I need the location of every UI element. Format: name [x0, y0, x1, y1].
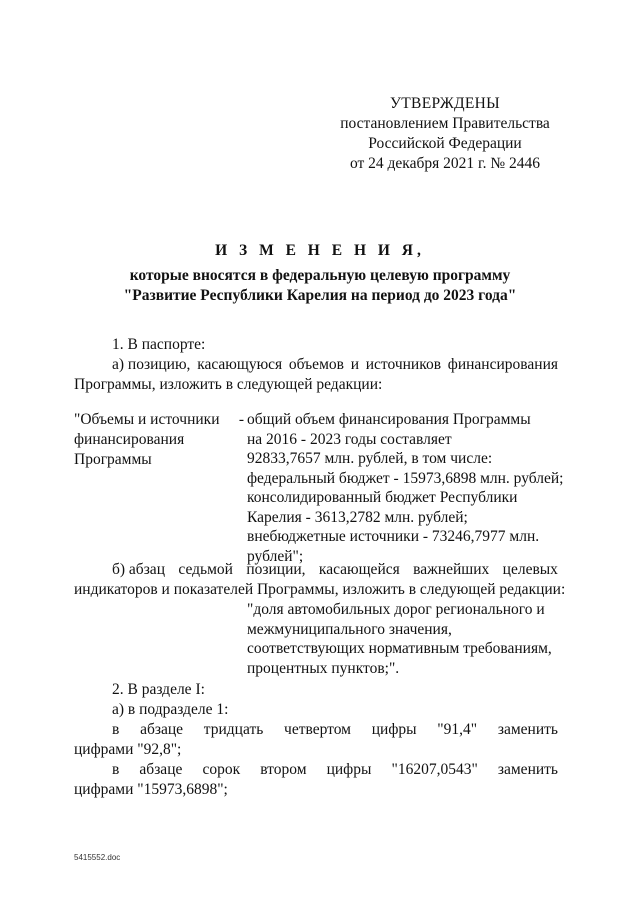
item-2-heading: 2. В разделе I: [112, 681, 205, 698]
item-2a-para-1-line-1 [112, 720, 558, 740]
passport-position-text [247, 410, 564, 566]
passport-text-line: общий объем финансирования Программы [247, 411, 531, 428]
passport-label-line-2: финансирования [74, 431, 185, 448]
item-2a-heading: а) в подразделе 1: [112, 701, 229, 718]
word: абзаце [139, 761, 183, 778]
word: финансирования [447, 356, 558, 373]
passport-label-line-1: "Объемы и источники [74, 411, 220, 428]
word: а) позицию, [112, 356, 191, 373]
passport-text-line: федеральный бюджет - 15973,6898 млн. рублей; [247, 469, 564, 487]
passport-text-line: внебюджетные источники - 73246,7977 млн. [247, 528, 540, 545]
word: объемов [288, 356, 344, 373]
word: б) абзац [112, 561, 165, 578]
approval-line-3: от 24 декабря 2021 г. № 2446 [349, 155, 541, 172]
word: в [112, 761, 120, 778]
word: "16207,0543" [391, 761, 478, 778]
approval-stamp [330, 94, 560, 174]
passport-text-line: консолидированный бюджет Республики [247, 489, 518, 506]
word: и [350, 356, 359, 373]
word: целевых [502, 561, 558, 578]
word: касающуюся [197, 356, 283, 373]
passport-text-line: на 2016 - 2023 годы составляет [247, 430, 452, 448]
document-title: И З М Е Н Е Н И Я, [215, 242, 425, 259]
word: в [112, 721, 120, 738]
item-2a-para-1-line-2: цифрами "92,8"; [74, 741, 182, 758]
subtitle-line-1: которые вносятся в федеральную целевую программу [129, 267, 511, 284]
item-1b-line-1 [112, 560, 558, 580]
item-1b-line-2: индикаторов и показателей Программы, изложить в следующей редакции: [74, 581, 566, 598]
word: тридцать [203, 721, 264, 738]
word: цифры [326, 761, 372, 778]
item-2a-para-2-line-2: цифрами "15973,6898"; [74, 781, 228, 798]
word: касающейся [318, 561, 400, 578]
item-1-heading: 1. В паспорте: [112, 336, 206, 353]
subtitle-line-2: "Развитие Республики Карелия на период до 2023 года" [123, 287, 517, 304]
quote-line: соответствующих нормативным требованиям, [247, 640, 552, 657]
word: цифры [371, 721, 417, 738]
word: позиции, [246, 561, 306, 578]
word: "91,4" [437, 721, 478, 738]
word: источников [365, 356, 442, 373]
word: заменить [497, 761, 558, 778]
approval-line-1: постановлением Правительства [340, 115, 550, 132]
item-1a-line-1 [112, 355, 558, 375]
approved-heading: УТВЕРЖДЕНЫ [390, 95, 500, 112]
document-subtitle [0, 266, 640, 306]
passport-text-line: рублей"; [247, 547, 304, 565]
indicator-quote [247, 600, 567, 678]
quote-line: межмуниципального значения, [247, 620, 452, 638]
passport-label-line-3: Программы [74, 451, 152, 468]
word: четвертом [284, 721, 351, 738]
quote-line: "доля автомобильных дорог регионального и [247, 601, 545, 618]
passport-text-line: Карелия - 3613,2782 млн. рублей; [247, 508, 468, 526]
passport-dash: - [238, 411, 244, 428]
item-1a-line-2: Программы, изложить в следующей редакции: [74, 376, 383, 393]
item-2a-para-2-line-1 [112, 760, 558, 780]
word: втором [260, 761, 307, 778]
document-id: 5415552.doc [74, 853, 121, 862]
passport-text-line: 92833,7657 млн. рублей, в том числе: [247, 450, 493, 467]
approval-line-2: Российской Федерации [368, 135, 522, 152]
word: заменить [497, 721, 558, 738]
quote-line: процентных пунктов;". [247, 659, 400, 677]
word: важнейших [413, 561, 490, 578]
passport-position-label [74, 410, 244, 470]
word: седьмой [178, 561, 233, 578]
word: абзаце [140, 721, 184, 738]
word: сорок [202, 761, 241, 778]
